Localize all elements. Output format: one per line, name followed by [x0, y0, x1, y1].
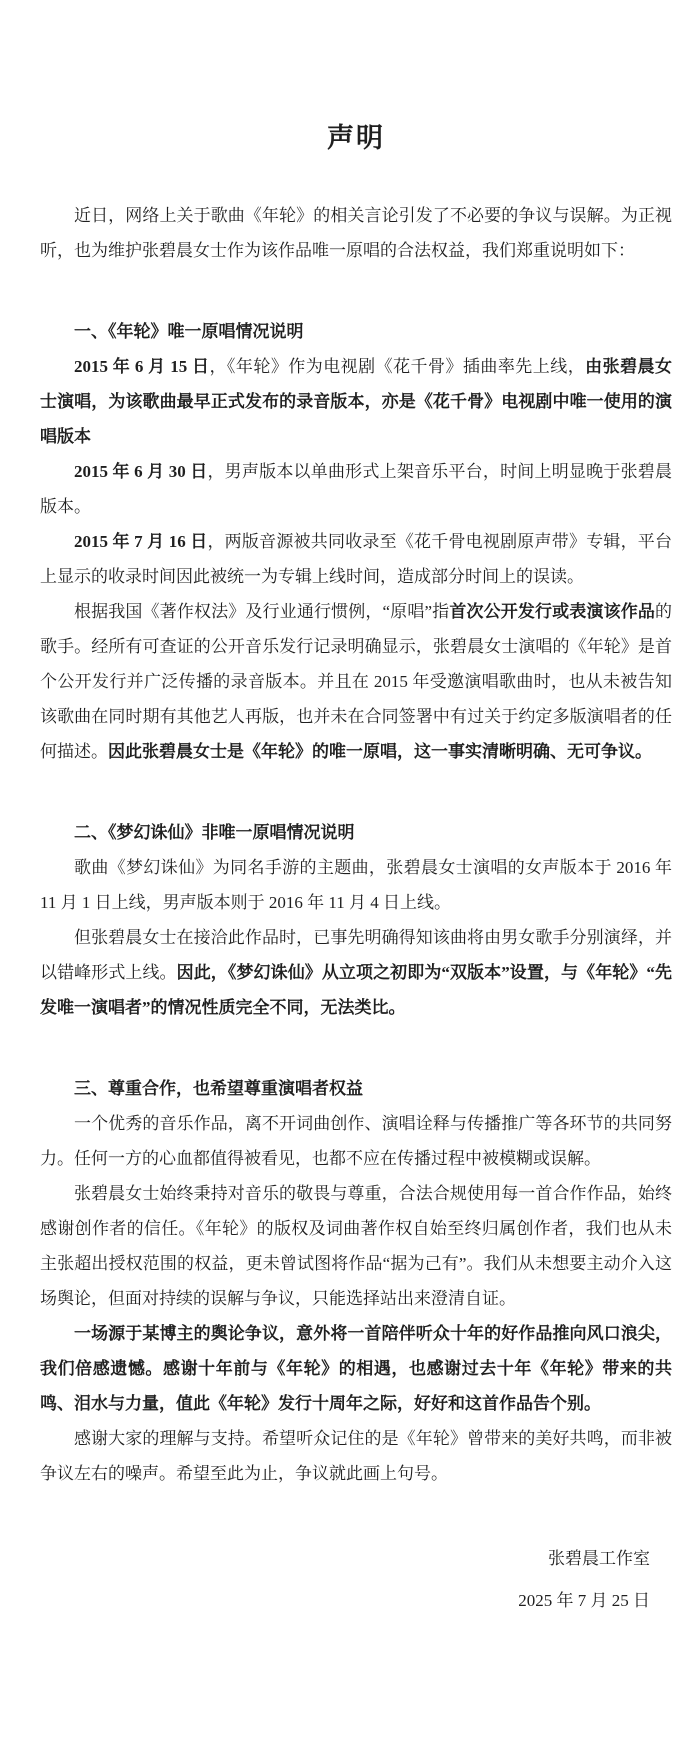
- text-segment: 2015 年 7 月 16 日: [74, 532, 208, 551]
- text-segment: 近日，网络上关于歌曲《年轮》的相关言论引发了不必要的争议与误解。为正视听，也为维护张碧晨女士作为该作品唯一原唱的合法权益，我们郑重说明如下：: [40, 206, 672, 260]
- text-segment: 但张碧晨女士在接洽此作品时，已事先明确得知该曲将由男女歌手分别演绎，并以错峰形式上线。: [40, 928, 672, 982]
- paragraph: [40, 850, 672, 920]
- text-segment: 由张碧晨女士演唱，为该歌曲最早正式发布的录音版本，亦是《花千骨》电视剧中唯一使用的演唱版本: [40, 357, 673, 446]
- paragraph: [40, 524, 672, 594]
- paragraph: [40, 920, 672, 1025]
- paragraph: [40, 454, 672, 524]
- page-title: 声明: [327, 123, 385, 153]
- text-segment: 因此，《梦幻诛仙》从立项之初即为“双版本”设置，与《年轮》“先发唯一演唱者”的情况性质完全不同，无法类比。: [40, 963, 673, 1017]
- signature-name: 张碧晨工作室: [548, 1549, 650, 1568]
- signature-block: [40, 1541, 672, 1618]
- text-segment: ，男声版本以单曲形式上架音乐平台，时间上明显晚于张碧晨版本。: [40, 462, 673, 516]
- text-segment: 2015 年 6 月 15 日: [74, 357, 210, 376]
- text-segment: ，《年轮》作为电视剧《花千骨》插曲率先上线，: [209, 357, 586, 376]
- paragraph: [40, 1106, 672, 1176]
- paragraph: [40, 1316, 672, 1421]
- text-segment: 2015 年 6 月 30 日: [74, 462, 208, 481]
- text-segment: 一场源于某博主的舆论争议，意外将一首陪伴听众十年的好作品推向风口浪尖，我们倍感遗憾。感谢十年前与《年轮》的相遇，也感谢过去十年《年轮》带来的共鸣、泪水与力量，值此《年轮》发行十周年之际，好好和这首作品告个别。: [40, 1324, 672, 1413]
- text-segment: 根据我国《著作权法》及行业通行惯例，“原唱”指: [74, 602, 450, 621]
- signature-date: 2025 年 7 月 25 日: [518, 1591, 650, 1610]
- intro-paragraph: [40, 198, 672, 268]
- text-segment: 感谢大家的理解与支持。希望听众记住的是《年轮》曾带来的美好共鸣，而非被争议左右的噪声。希望至此为止，争议就此画上句号。: [40, 1429, 672, 1483]
- text-segment: 张碧晨女士始终秉持对音乐的敬畏与尊重，合法合规使用每一首合作作品，始终感谢创作者的信任。《年轮》的版权及词曲著作权自始至终归属创作者，我们也从未主张超出授权范围的权益，更未曾试图将作品“据为己有”。我们从未想要主动介入这场舆论，但面对持续的误解与争议，只能选择站出来澄清自证。: [40, 1184, 672, 1308]
- text-segment: 的歌手。经所有可查证的公开音乐发行记录明确显示，张碧晨女士演唱的《年轮》是首个公开发行并广泛传播的录音版本。并且在 2015 年受邀演唱歌曲时，也从未被告知该歌曲在同时期有其他艺人再版，也并未在合同签署中有过关于约定多版演唱者的任何描述。: [40, 602, 673, 761]
- text-segment: 首次公开发行或表演该作品: [449, 602, 656, 621]
- section-heading-2: 二、《梦幻诛仙》非唯一原唱情况说明: [74, 823, 355, 842]
- text-segment: 歌曲《梦幻诛仙》为同名手游的主题曲，张碧晨女士演唱的女声版本于 2016 年 11 月 1 日上线，男声版本则于 2016 年 11 月 4 日上线。: [40, 858, 672, 912]
- text-segment: 因此张碧晨女士是《年轮》的唯一原唱，这一事实清晰明确、无可争议。: [108, 742, 652, 761]
- text-segment: 一个优秀的音乐作品，离不开词曲创作、演唱诠释与传播推广等各环节的共同努力。任何一方的心血都值得被看见，也都不应在传播过程中被模糊或误解。: [40, 1114, 672, 1168]
- section-heading-3: 三、尊重合作，也希望尊重演唱者权益: [74, 1079, 363, 1098]
- text-segment: ，两版音源被共同收录至《花千骨电视剧原声带》专辑，平台上显示的收录时间因此被统一为专辑上线时间，造成部分时间上的误读。: [40, 532, 673, 586]
- paragraph: [40, 1176, 672, 1316]
- section-heading-1: 一、《年轮》唯一原唱情况说明: [74, 322, 304, 341]
- paragraph: [40, 1421, 672, 1491]
- paragraph: [40, 349, 672, 454]
- paragraph: [40, 594, 672, 769]
